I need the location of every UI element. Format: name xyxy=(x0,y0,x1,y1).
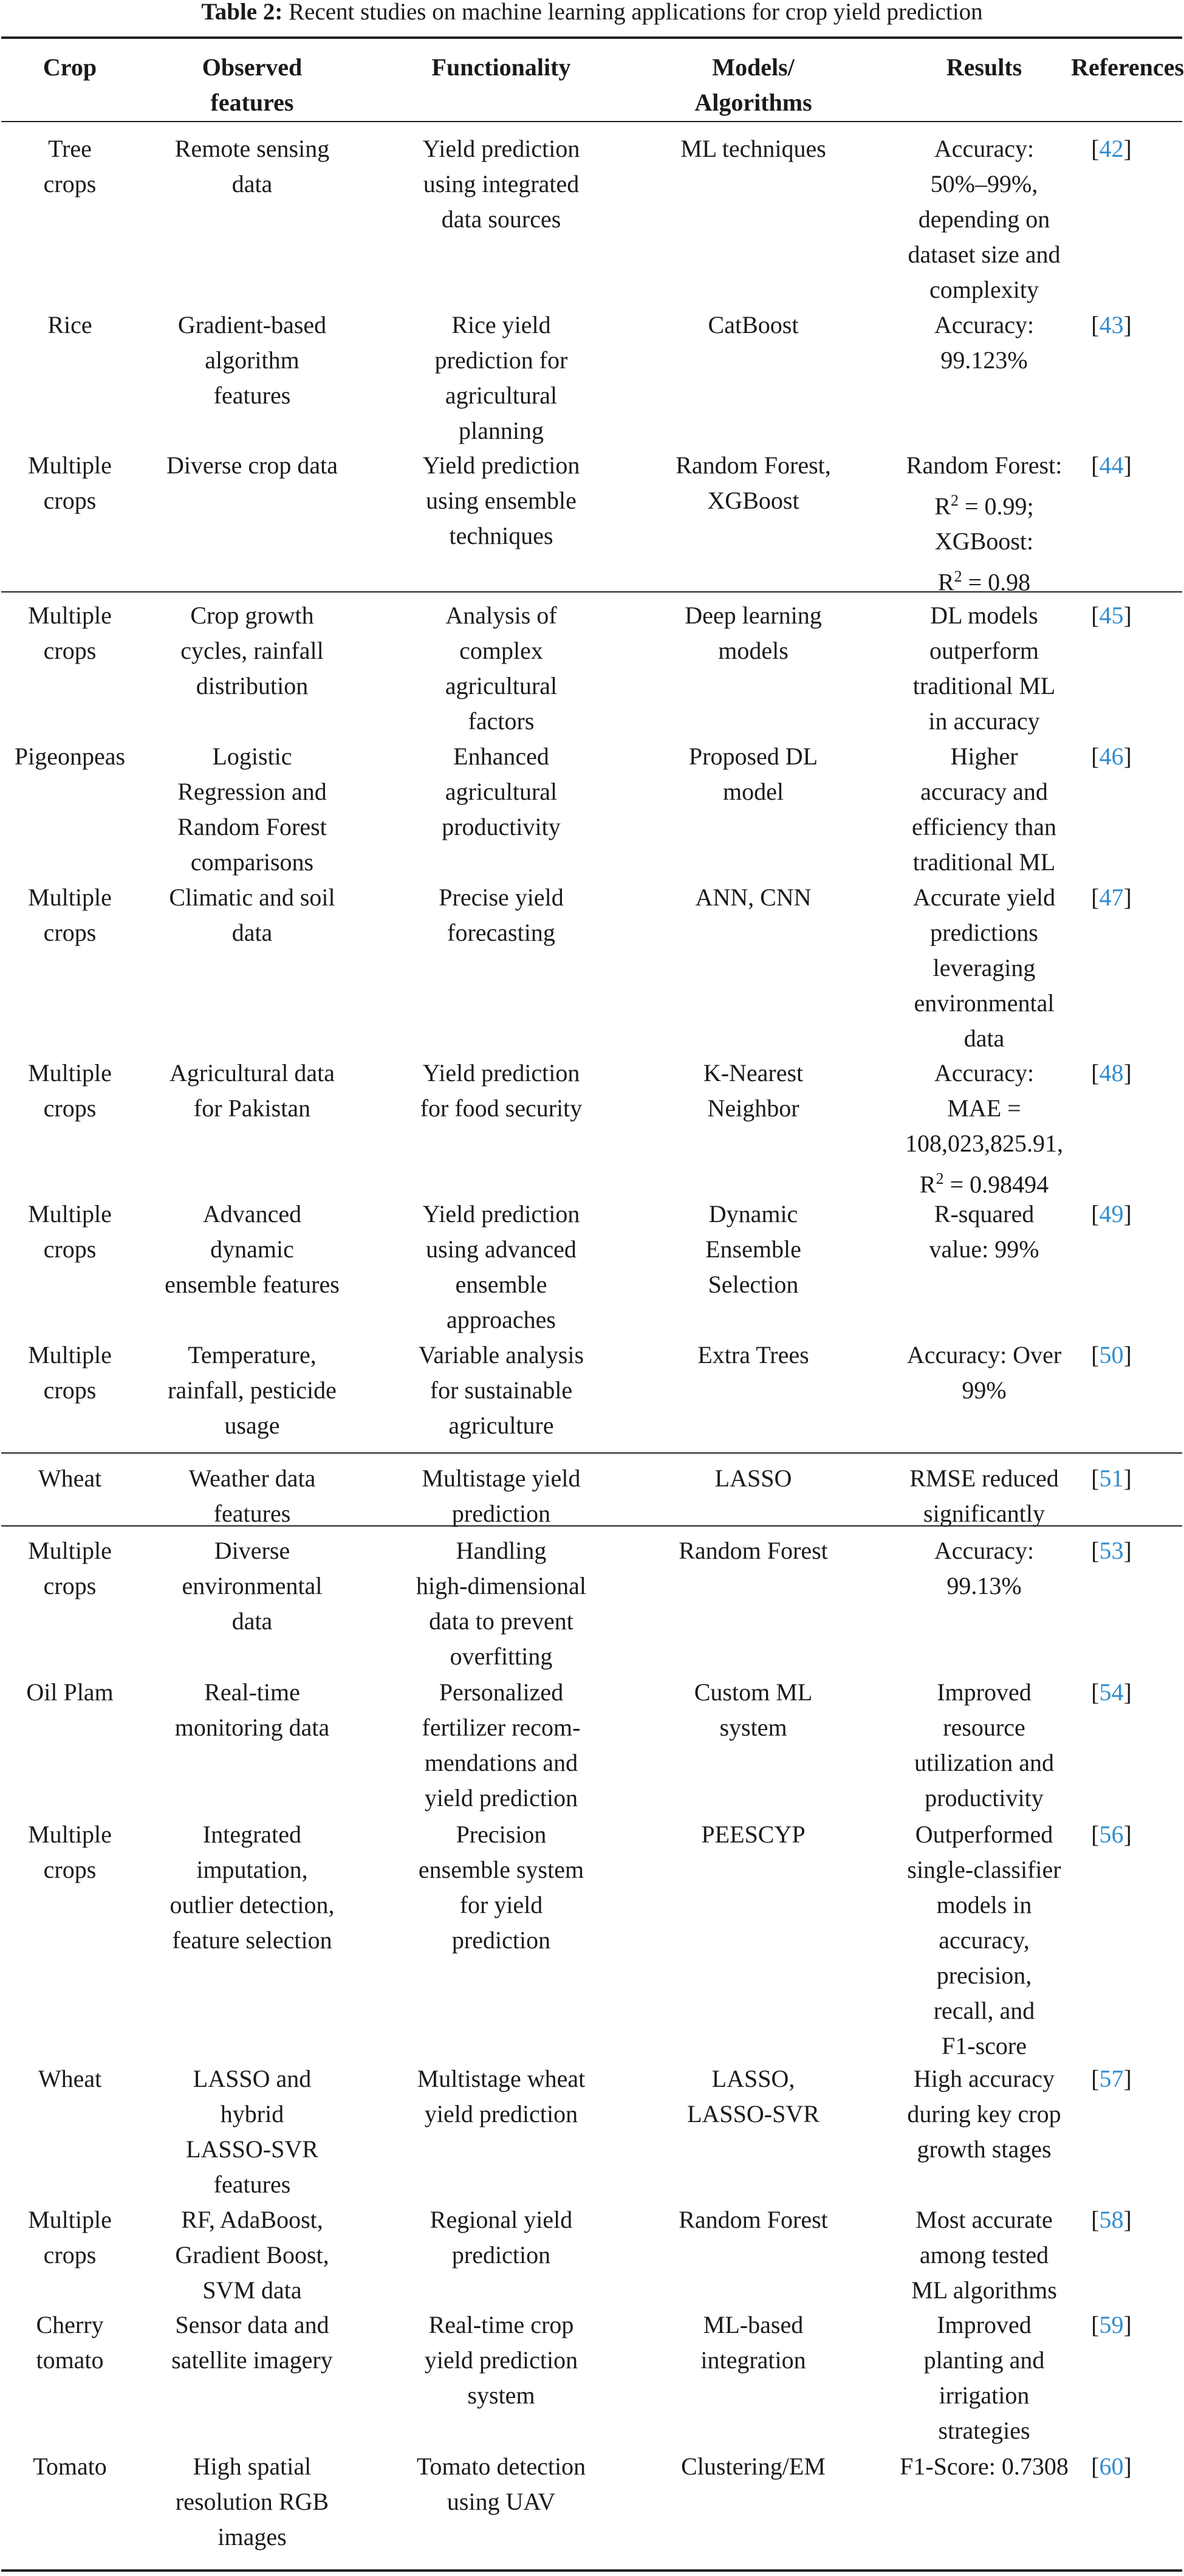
features-cell: Temperature, rainfall, pesticide usage xyxy=(168,1341,337,1439)
group-rule xyxy=(1,1452,1182,1454)
results-cell: Accurate yield predictions leveraging environmental data xyxy=(912,884,1056,1052)
features-cell: LASSO and hybrid LASSO-SVR features xyxy=(186,2065,318,2198)
functionality-cell: Precision ensemble system for yield prediction xyxy=(418,1821,584,1954)
features-cell: Diverse environmental data xyxy=(182,1537,323,1635)
top-rule xyxy=(1,36,1182,39)
models-cell: Dynamic Ensemble Selection xyxy=(705,1200,801,1298)
results-cell: Accuracy: 99.123% xyxy=(934,311,1035,374)
reference-link[interactable]: 51 xyxy=(1099,1465,1124,1492)
results-cell: DL models outperform traditional ML in accuracy xyxy=(912,602,1056,735)
reference-link[interactable]: 60 xyxy=(1099,2453,1124,2480)
models-cell: Proposed DL model xyxy=(688,743,818,805)
crop-cell: Multiple crops xyxy=(28,1537,112,1599)
crop-cell: Wheat xyxy=(38,1465,102,1492)
features-cell: High spatial resolution RGB images xyxy=(175,2453,329,2550)
functionality-cell: Enhanced agricultural productivity xyxy=(442,743,561,840)
models-cell: LASSO, LASSO-SVR xyxy=(687,2065,820,2128)
reference-link[interactable]: 47 xyxy=(1099,884,1124,911)
models-cell: PEESCYP xyxy=(701,1821,806,1848)
features-cell: Real-time monitoring data xyxy=(174,1678,330,1741)
functionality-cell: Tomato detection using UAV xyxy=(416,2453,586,2515)
results-cell: Improved planting and irrigation strategies xyxy=(923,2311,1045,2444)
models-cell: Random Forest xyxy=(679,1537,828,1564)
reference-cell: [59] xyxy=(1091,2311,1132,2338)
results-cell: F1-Score: 0.7308 xyxy=(900,2453,1069,2480)
reference-cell: [50] xyxy=(1091,1341,1132,1369)
reference-link[interactable]: 43 xyxy=(1099,311,1124,338)
header-results: Results xyxy=(946,53,1022,81)
models-cell: ML techniques xyxy=(680,135,826,162)
functionality-cell: Precise yield forecasting xyxy=(439,884,564,946)
reference-cell: [42] xyxy=(1091,135,1132,162)
reference-link[interactable]: 54 xyxy=(1099,1678,1124,1706)
reference-link[interactable]: 53 xyxy=(1099,1537,1124,1564)
reference-link[interactable]: 44 xyxy=(1099,452,1124,479)
reference-cell: [56] xyxy=(1091,1821,1132,1848)
results-cell: Random Forest: $R^2 = 0.99$; XGBoost: $R^2 = 0.98$ xyxy=(906,452,1063,596)
features-cell: Sensor data and satellite imagery xyxy=(171,2311,333,2374)
results-cell: RMSE reduced significantly xyxy=(909,1465,1059,1527)
crop-cell: Multiple crops xyxy=(28,1200,112,1263)
functionality-cell: Analysis of complex agricultural factors xyxy=(445,602,558,735)
reference-cell: [45] xyxy=(1091,602,1132,629)
models-cell: Random Forest xyxy=(679,2206,828,2233)
bottom-rule xyxy=(1,2569,1182,2572)
features-cell: Crop growth cycles, rainfall distribution xyxy=(180,602,324,699)
reference-link[interactable]: 46 xyxy=(1099,743,1124,770)
results-cell: Most accurate among tested ML algorithms xyxy=(911,2206,1057,2304)
functionality-cell: Multistage wheat yield prediction xyxy=(417,2065,586,2128)
crop-cell: Pigeonpeas xyxy=(14,743,126,770)
crop-cell: Multiple crops xyxy=(28,452,112,514)
reference-link[interactable]: 48 xyxy=(1099,1059,1124,1087)
results-cell: Improved resource utilization and productivity xyxy=(914,1678,1054,1812)
reference-link[interactable]: 50 xyxy=(1099,1341,1124,1369)
features-cell: Advanced dynamic ensemble features xyxy=(165,1200,340,1298)
features-cell: Gradient-based algorithm features xyxy=(177,311,327,409)
caption-label: Table 2: xyxy=(201,0,283,25)
functionality-cell: Yield prediction using advanced ensemble approaches xyxy=(422,1200,580,1333)
reference-cell: [53] xyxy=(1091,1537,1132,1564)
results-cell: Accuracy: MAE = 108,023,825.91, $R^2 = 0.98494$ xyxy=(905,1059,1063,1198)
functionality-cell: Variable analysis for sustainable agriculture xyxy=(418,1341,584,1439)
header-rule xyxy=(1,121,1182,122)
reference-cell: [43] xyxy=(1091,311,1132,338)
models-cell: Clustering/EM xyxy=(681,2453,826,2480)
reference-link[interactable]: 49 xyxy=(1099,1200,1124,1228)
crop-cell: Rice xyxy=(47,311,92,338)
features-cell: RF, AdaBoost, Gradient Boost, SVM data xyxy=(175,2206,329,2304)
reference-cell: [48] xyxy=(1091,1059,1132,1087)
reference-cell: [46] xyxy=(1091,743,1132,770)
reference-cell: [47] xyxy=(1091,884,1132,911)
models-cell: ML-based integration xyxy=(700,2311,806,2374)
features-cell: Remote sensing data xyxy=(174,135,330,197)
crop-cell: Cherry tomato xyxy=(36,2311,104,2374)
models-cell: LASSO xyxy=(714,1465,792,1492)
models-cell: Deep learning models xyxy=(685,602,822,664)
results-cell: Accuracy: 50%–99%, depending on dataset size and complexity xyxy=(908,135,1061,303)
functionality-cell: Rice yield prediction for agricultural planning xyxy=(434,311,568,444)
models-cell: K-Nearest Neighbor xyxy=(703,1059,804,1122)
reference-cell: [49] xyxy=(1091,1200,1132,1228)
table-caption xyxy=(0,0,1184,26)
reference-link[interactable]: 56 xyxy=(1099,1821,1124,1848)
features-cell: Logistic Regression and Random Forest comparisons xyxy=(177,743,327,876)
models-cell: Random Forest, XGBoost xyxy=(676,452,831,514)
features-cell: Diverse crop data xyxy=(166,452,338,479)
crop-cell: Multiple crops xyxy=(28,884,112,946)
header-models: Models/ Algorithms xyxy=(694,53,812,116)
functionality-cell: Yield prediction for food security xyxy=(420,1059,583,1122)
reference-cell: [57] xyxy=(1091,2065,1132,2092)
models-cell: Custom ML system xyxy=(694,1678,813,1741)
models-cell: CatBoost xyxy=(708,311,799,338)
reference-link[interactable]: 45 xyxy=(1099,602,1124,629)
functionality-cell: Yield prediction using ensemble techniques xyxy=(422,452,580,549)
header-crop: Crop xyxy=(43,53,97,81)
header-references: References xyxy=(1071,53,1184,81)
results-cell: High accuracy during key crop growth stages xyxy=(907,2065,1061,2163)
crop-cell: Multiple crops xyxy=(28,1059,112,1122)
header-observed-features: Observed features xyxy=(202,53,303,116)
features-cell: Agricultural data for Pakistan xyxy=(169,1059,335,1122)
models-cell: ANN, CNN xyxy=(695,884,812,911)
crop-cell: Multiple crops xyxy=(28,602,112,664)
features-cell: Integrated imputation, outlier detection, feature selection xyxy=(169,1821,335,1954)
functionality-cell: Multistage yield prediction xyxy=(422,1465,581,1527)
reference-cell: [60] xyxy=(1091,2453,1132,2480)
reference-cell: [44] xyxy=(1091,452,1132,479)
reference-cell: [54] xyxy=(1091,1678,1132,1706)
results-cell: Higher accuracy and efficiency than traditional ML xyxy=(911,743,1057,876)
reference-cell: [58] xyxy=(1091,2206,1132,2233)
reference-link[interactable]: 59 xyxy=(1099,2311,1124,2338)
models-cell: Extra Trees xyxy=(697,1341,809,1369)
header-functionality: Functionality xyxy=(431,53,571,81)
reference-link[interactable]: 58 xyxy=(1099,2206,1124,2233)
crop-cell: Multiple crops xyxy=(28,2206,112,2269)
functionality-cell: Yield prediction using integrated data sources xyxy=(422,135,580,233)
features-cell: Weather data features xyxy=(188,1465,316,1527)
functionality-cell: Personalized fertilizer recom- mendations and yield prediction xyxy=(422,1678,581,1812)
results-cell: Accuracy: 99.13% xyxy=(934,1537,1035,1599)
crop-cell: Multiple crops xyxy=(28,1821,112,1883)
crop-cell: Wheat xyxy=(38,2065,102,2092)
results-cell: Outperformed single-classifier models in accuracy, precision, recall, and F1-score xyxy=(907,1821,1061,2059)
features-cell: Climatic and soil data xyxy=(169,884,335,946)
reference-link[interactable]: 57 xyxy=(1099,2065,1124,2092)
crop-cell: Oil Plam xyxy=(26,1678,114,1706)
results-cell: Accuracy: Over 99% xyxy=(906,1341,1062,1404)
reference-cell: [51] xyxy=(1091,1465,1132,1492)
results-cell: R-squared value: 99% xyxy=(929,1200,1039,1263)
functionality-cell: Real-time crop yield prediction system xyxy=(424,2311,578,2409)
crop-cell: Tomato xyxy=(33,2453,107,2480)
reference-link[interactable]: 42 xyxy=(1099,135,1124,162)
caption-text: Recent studies on machine learning applications for crop yield prediction xyxy=(289,0,983,25)
crop-cell: Tree crops xyxy=(43,135,97,197)
functionality-cell: Regional yield prediction xyxy=(429,2206,573,2269)
crop-cell: Multiple crops xyxy=(28,1341,112,1404)
functionality-cell: Handling high-dimensional data to prevent overfitting xyxy=(416,1537,586,1670)
